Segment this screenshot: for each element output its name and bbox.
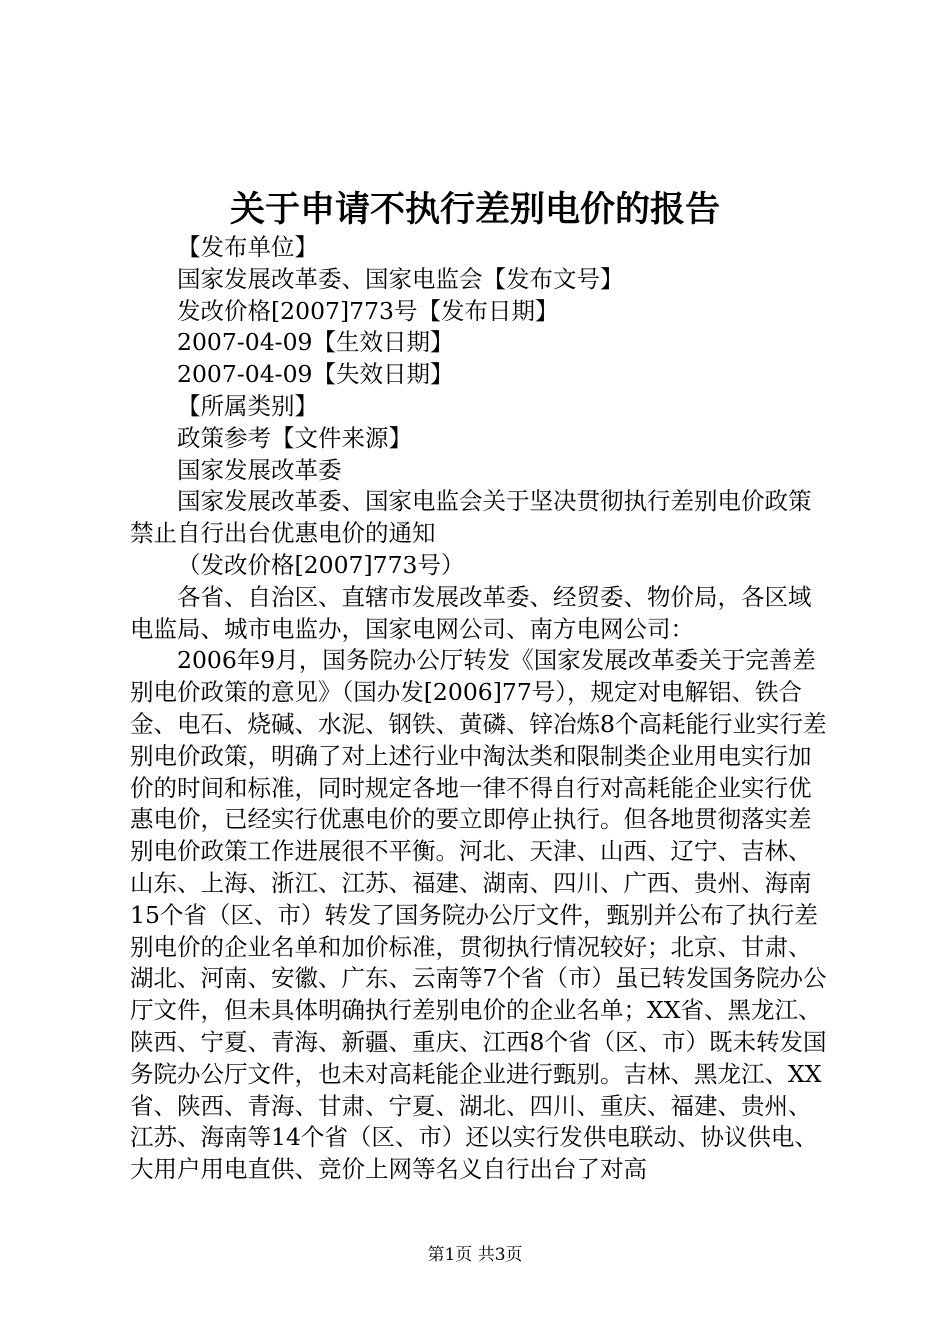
document-body xyxy=(130,232,830,1186)
notice-title-paragraph: 国家发展改革委、国家电监会关于坚决贯彻执行差别电价政策禁止自行出台优惠电价的通知 xyxy=(130,487,812,548)
meta-block xyxy=(130,232,830,486)
body-paragraph: 2006年9月，国务院办公厅转发《国家发展改革委关于完善差别电价政策的意见》（国办发[2006]77号），规定对电解铝、铁合金、电石、烧碱、水泥、钢铁、黄磷、锌冶炼8个高耗能行业实行差别电价政策，明确了对上述行业中淘汰类和限制类企业用电实行加价的时间和标准，同时规定各地一律不得自行对高耗能企业实行优惠电价，已经实行优惠电价的要立即停止执行。但各地贯彻落实差别电价政策工作进展很不平衡。河北、天津、山西、辽宁、吉林、山东、上海、浙江、江苏、福建、湖南、四川、广西、贵州、海南15个省（区、市）转发了国务院办公厅文件，甄别并公布了执行差别电价的企业名单和加价标准，贯彻执行情况较好；北京、甘肃、湖北、河南、安徽、广东、云南等7个省（市）虽已转发国务院办公厅文件，但未具体明确执行差别电价的企业名单；XX省、黑龙江、陕西、宁夏、青海、新疆、重庆、江西8个省（区、市）既未转发国务院办公厅文件，也未对高耗能企业进行甄别。吉林、黑龙江、XX省、陕西、青海、甘肃、宁夏、湖北、四川、重庆、福建、贵州、江苏、海南等14个省（区、市）还以实行发供电联动、协议供电、大用户用电直供、竞价上网等名义自行出台了对高 xyxy=(130,646,827,1184)
addressee-paragraph: 各省、自治区、直辖市发展改革委、经贸委、物价局，各区域电监局、城市电监办，国家电网公司、南方电网公司： xyxy=(130,582,812,643)
meta-line-issuer-label: 【发布单位】 xyxy=(177,233,318,261)
page-footer: 第1页 共3页 xyxy=(427,1245,523,1265)
document-title: 关于申请不执行差别电价的报告 xyxy=(229,189,720,230)
meta-line-category-label: 【所属类别】 xyxy=(177,391,318,420)
meta-line-issuer: 国家发展改革委、国家电监会【发布文号】 xyxy=(177,264,624,293)
meta-line-issue-date: 2007-04-09【生效日期】 xyxy=(177,328,454,357)
meta-line-category: 政策参考【文件来源】 xyxy=(177,423,412,452)
notice-number-paragraph: （发改价格[2007]773号） xyxy=(177,550,465,579)
meta-line-doc-number: 发改价格[2007]773号【发布日期】 xyxy=(177,296,559,325)
meta-line-source: 国家发展改革委 xyxy=(177,455,342,484)
meta-line-effective-date: 2007-04-09【失效日期】 xyxy=(177,360,454,389)
